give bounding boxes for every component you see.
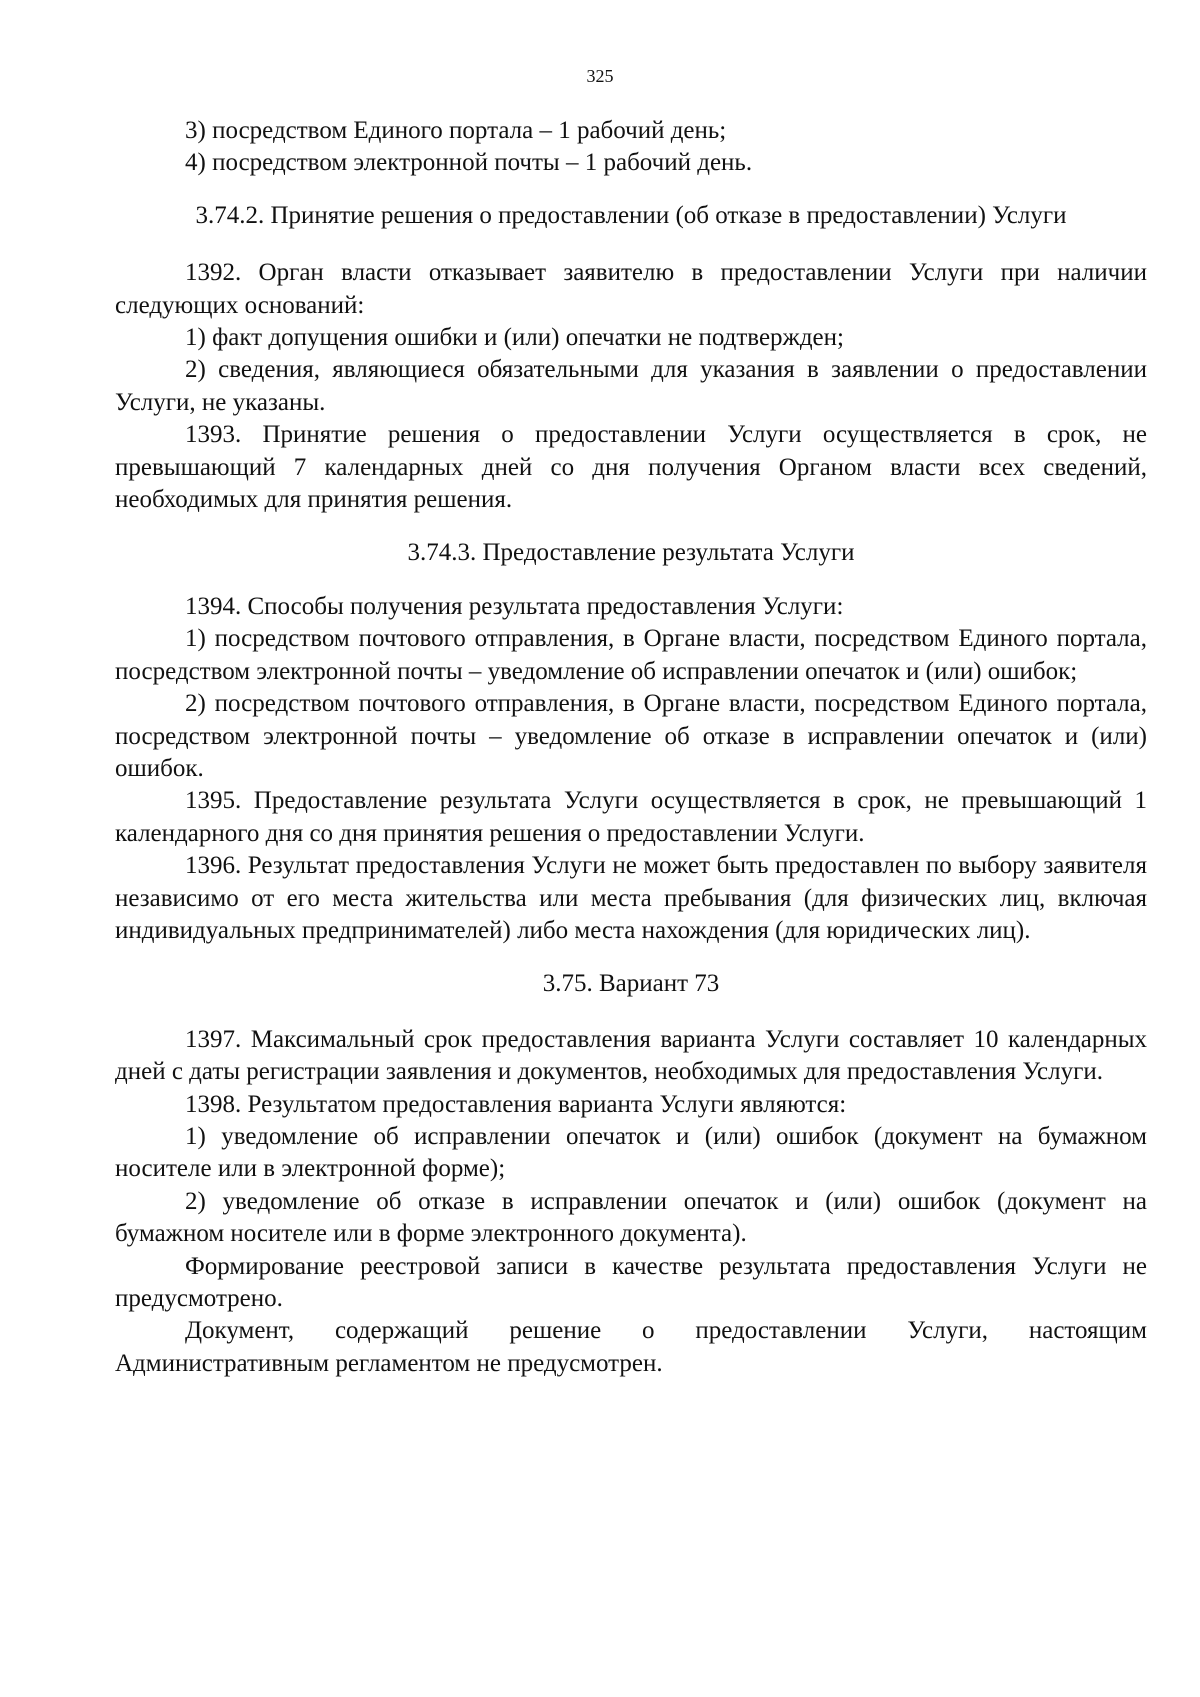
section-heading: 3.74.3. Предоставление результата Услуги [407,539,855,567]
paragraph-1398: 1398. Результатом предоставления варианта Услуги являются: [185,1090,847,1118]
paragraph-1397: 1397. Максимальный срок предоставления варианта Услуги составляет 10 календарных дней с даты регистрации заявления и документов, необходимых для предоставления Услуги. [115,1025,1147,1086]
list-item: 2) сведения, являющиеся обязательными для указания в заявлении о предоставлении Услуги, не указаны. [115,356,1147,416]
section-heading: 3.74.2. Принятие решения о предоставлении (об отказе в предоставлении) Услуги [195,201,1067,229]
paragraph-1392: 1392. Орган власти отказывает заявителю в предоставлении Услуги при наличии следующих оснований: [115,259,1147,319]
paragraph: Документ, содержащий решение о предоставлении Услуги, настоящим Административным регламентом не предусмотрен. [115,1317,1147,1377]
section-heading: 3.75. Вариант 73 [542,970,720,998]
document-body [115,115,1147,1380]
list-item: 1) факт допущения ошибки и (или) опечатки не подтвержден; [185,324,844,352]
paragraph-1393: 1393. Принятие решения о предоставлении Услуги осуществляется в срок, не превышающий 7 календарных дней со дня получения Органом власти всех сведений, необходимых для принятия решения. [115,421,1147,514]
list-item: 1) посредством почтового отправления, в Органе власти, посредством Единого портала, посредством электронной почты – уведомление об исправлении опечаток и (или) ошибок; [115,625,1147,685]
paragraph-1396: 1396. Результат предоставления Услуги не может быть предоставлен по выбору заявителя независимо от его места жительства или места пребывания (для физических лиц, включая индивидуальных предпринимателей) либо места нахождения (для юридических лиц). [115,852,1147,944]
paragraph-1394: 1394. Способы получения результата предоставления Услуги: [185,592,844,620]
list-item: 1) уведомление об исправлении опечаток и (или) ошибок (документ на бумажном носителе или в электронной форме); [115,1122,1147,1183]
page-number: 325 [586,66,614,86]
list-item: 2) уведомление об отказе в исправлении опечаток и (или) ошибок (документ на бумажном носителе или в форме электронного документа). [115,1187,1147,1248]
paragraph: Формирование реестровой записи в качестве результата предоставления Услуги не предусмотрено. [115,1252,1147,1312]
list-item: 4) посредством электронной почты – 1 рабочий день. [185,149,753,177]
list-item: 2) посредством почтового отправления, в Органе власти, посредством Единого портала, посредством электронной почты – уведомление об отказе в исправлении опечаток и (или) ошибок. [115,690,1147,782]
paragraph-1395: 1395. Предоставление результата Услуги осуществляется в срок, не превышающий 1 календарного дня со дня принятия решения о предоставлении Услуги. [115,787,1147,847]
list-item: 3) посредством Единого портала – 1 рабочий день; [185,117,727,144]
